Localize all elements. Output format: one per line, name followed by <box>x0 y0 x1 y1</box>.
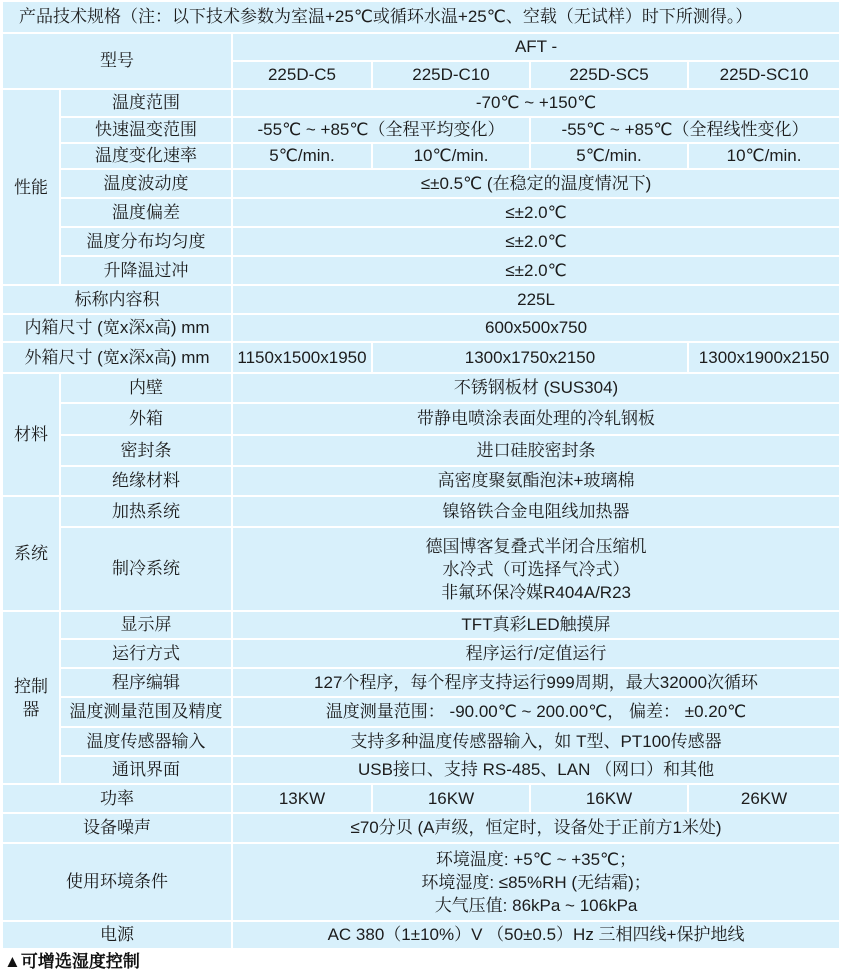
rapid-change-range-average-value: -55℃ ~ +85℃（全程平均变化） <box>233 118 529 142</box>
noise-label: 设备噪声 <box>3 814 231 842</box>
environment-value <box>233 844 839 920</box>
inner-size-label: 内箱尺寸 (宽x深x高) mm <box>3 315 231 341</box>
volume-label: 标称内容积 <box>3 286 231 313</box>
sensor-input-label: 温度传感器输入 <box>61 728 231 755</box>
sensor-input-value: 支持多种温度传感器输入，如 T型、PT100传感器 <box>233 728 839 755</box>
heating-system-value: 镍铬铁合金电阻线加热器 <box>233 497 839 526</box>
inner-wall-label: 内壁 <box>61 374 231 402</box>
table-row <box>3 144 839 168</box>
table-row <box>3 698 839 726</box>
deviation-value: ≤±2.0℃ <box>233 199 839 226</box>
power-sc5: 16KW <box>531 785 687 812</box>
model-variant-sc5: 225D-SC5 <box>531 62 687 88</box>
model-variant-c10: 225D-C10 <box>373 62 529 88</box>
table-row <box>3 612 839 638</box>
uniformity-value: ≤±2.0℃ <box>233 228 839 255</box>
table-row <box>3 436 839 465</box>
table-row <box>3 814 839 842</box>
rapid-change-range-linear-value: -55℃ ~ +85℃（全程线性变化） <box>531 118 839 142</box>
atmospheric-pressure-line: 大气压值: 86kPa ~ 106kPa <box>434 895 638 915</box>
inner-wall-value: 不锈钢板材 (SUS304) <box>233 374 839 402</box>
seal-label: 密封条 <box>61 436 231 465</box>
outer-size-c10-sc5: 1300x1750x2150 <box>373 343 687 372</box>
ambient-humidity-line: 环境湿度: ≤85%RH (无结霜)； <box>421 872 651 892</box>
humidity-option-note: ▲可增选湿度控制 <box>4 952 140 971</box>
model-variant-c5: 225D-C5 <box>233 62 371 88</box>
group-materials: 材料 <box>3 374 59 495</box>
refrigeration-refrigerant-line: 非氟环保冷媒R404A/R23 <box>441 582 631 602</box>
table-row <box>3 257 839 284</box>
table-row <box>3 374 839 402</box>
environment-label: 使用环境条件 <box>3 844 231 920</box>
power-c10: 16KW <box>373 785 529 812</box>
outer-case-value: 带静电喷涂表面处理的冷轧钢板 <box>233 404 839 434</box>
program-edit-value: 127个程序，每个程序支持运行999周期，最大32000次循环 <box>233 669 839 696</box>
table-row <box>3 90 839 116</box>
fluctuation-value: ≤±0.5℃ (在稳定的温度情况下) <box>233 170 839 197</box>
table-row <box>3 922 839 948</box>
change-rate-c10: 10℃/min. <box>373 144 529 168</box>
run-mode-value: 程序运行/定值运行 <box>233 640 839 667</box>
seal-value: 进口硅胶密封条 <box>233 436 839 465</box>
measurement-range-label: 温度测量范围及精度 <box>61 698 231 726</box>
table-row <box>3 669 839 696</box>
table-row <box>3 286 839 313</box>
table-row <box>3 118 839 142</box>
table-row <box>3 170 839 197</box>
table-row <box>3 315 839 341</box>
overshoot-label: 升降温过冲 <box>61 257 231 284</box>
communication-value: USB接口、支持 RS-485、LAN （网口）和其他 <box>233 757 839 783</box>
table-row <box>3 228 839 255</box>
inner-size-value: 600x500x750 <box>233 315 839 341</box>
table-row <box>3 844 839 920</box>
refrigeration-system-label: 制冷系统 <box>61 528 231 610</box>
overshoot-value: ≤±2.0℃ <box>233 257 839 284</box>
group-system: 系统 <box>3 497 59 610</box>
uniformity-label: 温度分布均匀度 <box>61 228 231 255</box>
table-row <box>3 343 839 372</box>
run-mode-label: 运行方式 <box>61 640 231 667</box>
ambient-temperature-line: 环境温度: +5℃ ~ +35℃； <box>435 849 637 869</box>
heating-system-label: 加热系统 <box>61 497 231 526</box>
insulation-label: 绝缘材料 <box>61 467 231 495</box>
table-row <box>3 199 839 226</box>
program-edit-label: 程序编辑 <box>61 669 231 696</box>
temperature-range-value: -70℃ ~ +150℃ <box>233 90 839 116</box>
table-row <box>3 728 839 755</box>
change-rate-c5: 5℃/min. <box>233 144 371 168</box>
outer-size-c5: 1150x1500x1950 <box>233 343 371 372</box>
table-row <box>3 640 839 667</box>
power-supply-label: 电源 <box>3 922 231 948</box>
spec-title: 产品技术规格（注：以下技术参数为室温+25℃或循环水温+25℃、空载（无试样）时下所测得。） <box>3 2 839 32</box>
change-rate-sc5: 5℃/min. <box>531 144 687 168</box>
model-label: 型号 <box>3 34 231 88</box>
table-row <box>3 404 839 434</box>
table-row <box>3 528 839 610</box>
power-sc10: 26KW <box>689 785 839 812</box>
group-controller: 控制器 <box>3 612 59 783</box>
change-rate-sc10: 10℃/min. <box>689 144 839 168</box>
fluctuation-label: 温度波动度 <box>61 170 231 197</box>
title-row <box>3 2 839 32</box>
power-c5: 13KW <box>233 785 371 812</box>
model-row <box>3 34 839 60</box>
model-series: AFT - <box>233 34 839 60</box>
refrigeration-cooling-line: 水冷式（可选择气冷式） <box>442 559 630 579</box>
table-row <box>3 785 839 812</box>
noise-value: ≤70分贝 (A声级，恒定时，设备处于正前方1米处) <box>233 814 839 842</box>
measurement-range-value: 温度测量范围： -90.00℃ ~ 200.00℃， 偏差： ±0.20℃ <box>233 698 839 726</box>
outer-case-label: 外箱 <box>61 404 231 434</box>
outer-size-label: 外箱尺寸 (宽x深x高) mm <box>3 343 231 372</box>
group-performance: 性能 <box>3 90 59 284</box>
model-variant-sc10: 225D-SC10 <box>689 62 839 88</box>
rapid-change-range-label: 快速温变范围 <box>61 118 231 142</box>
table-row <box>3 467 839 495</box>
outer-size-sc10: 1300x1900x2150 <box>689 343 839 372</box>
volume-value: 225L <box>233 286 839 313</box>
display-value: TFT真彩LED触摸屏 <box>233 612 839 638</box>
table-row <box>3 757 839 783</box>
display-label: 显示屏 <box>61 612 231 638</box>
refrigeration-system-value <box>233 528 839 610</box>
insulation-value: 高密度聚氨酯泡沫+玻璃棉 <box>233 467 839 495</box>
change-rate-label: 温度变化速率 <box>61 144 231 168</box>
refrigeration-compressor-line: 德国博客复叠式半闭合压缩机 <box>425 536 647 556</box>
temperature-range-label: 温度范围 <box>61 90 231 116</box>
deviation-label: 温度偏差 <box>61 199 231 226</box>
communication-label: 通讯界面 <box>61 757 231 783</box>
spec-table <box>1 0 841 950</box>
power-label: 功率 <box>3 785 231 812</box>
table-row <box>3 497 839 526</box>
power-supply-value: AC 380（1±10%）V （50±0.5）Hz 三相四线+保护地线 <box>233 922 839 948</box>
